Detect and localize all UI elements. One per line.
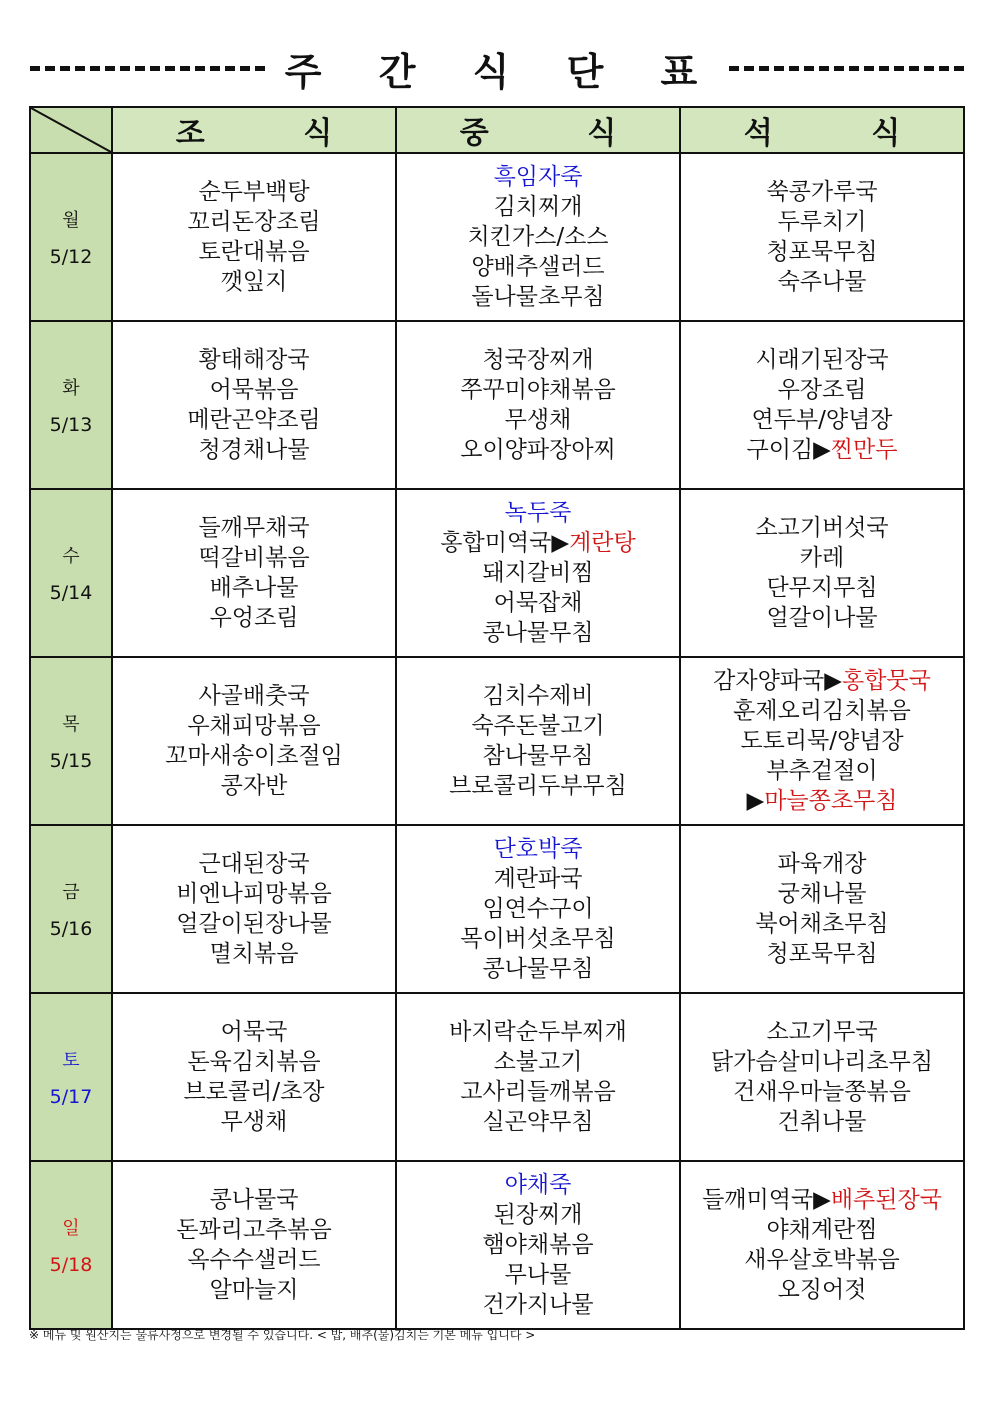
menu-item-text: 알마늘지	[209, 1277, 299, 1303]
menu-item-text: 새우살호박볶음	[744, 1247, 900, 1273]
menu-item-text: 소불고기	[493, 1049, 583, 1075]
day-row	[30, 825, 964, 993]
menu-item-text: 무생채	[504, 407, 572, 433]
menu-item-text: 단호박죽	[493, 836, 583, 862]
menu-item	[397, 954, 679, 984]
menu-item	[681, 666, 963, 696]
breakfast-cell	[112, 153, 396, 321]
day-row	[30, 993, 964, 1161]
menu-item	[397, 1017, 679, 1047]
menu-item-text: 들깨무채국	[198, 515, 310, 541]
menu-item	[113, 177, 395, 207]
menu-item	[113, 435, 395, 465]
breakfast-cell	[112, 993, 396, 1161]
menu-item	[113, 1107, 395, 1137]
menu-item-text: 비엔나피망볶음	[176, 881, 332, 907]
title-dash-right	[729, 66, 964, 71]
menu-item-text: 콩자반	[220, 773, 288, 799]
menu-item-text: 녹두죽	[504, 500, 572, 526]
menu-item	[397, 252, 679, 282]
menu-item	[397, 894, 679, 924]
day-cell	[30, 1161, 112, 1329]
day-row	[30, 657, 964, 825]
menu-item	[681, 1275, 963, 1305]
menu-item-text: 건취나물	[777, 1109, 867, 1135]
lunch-cell	[396, 153, 680, 321]
menu-item-text: 오징어젓	[777, 1277, 867, 1303]
menu-item-text: 꼬마새송이초절임	[165, 743, 343, 769]
menu-item	[397, 405, 679, 435]
menu-item-text: 어묵볶음	[209, 377, 299, 403]
menu-item-text: 김치수제비	[482, 683, 594, 709]
menu-item-text: 멸치볶음	[209, 941, 299, 967]
menu-item-text: 도토리묵/양념장	[740, 728, 904, 754]
menu-item	[397, 588, 679, 618]
title-dash-left	[30, 66, 265, 71]
menu-item-text: 김치찌개	[493, 194, 583, 220]
menu-item-text: 홍합미역국▶	[440, 530, 570, 556]
menu-item	[397, 1170, 679, 1200]
menu-item-text: 건가지나물	[482, 1292, 594, 1318]
menu-item-text: 사골배춧국	[198, 683, 310, 709]
menu-item	[113, 1047, 395, 1077]
lunch-cell	[396, 489, 680, 657]
day-name: 금	[62, 882, 80, 903]
breakfast-cell	[112, 321, 396, 489]
dinner-cell	[680, 993, 964, 1161]
menu-item-text: 계란탕	[569, 530, 636, 556]
menu-item	[113, 603, 395, 633]
menu-item	[113, 1185, 395, 1215]
menu-item-text: 청포묵무침	[766, 239, 878, 265]
menu-item-text: 어묵국	[220, 1019, 288, 1045]
menu-item-text: 부추겉절이	[766, 758, 878, 784]
menu-item-text: 순두부백탕	[198, 179, 310, 205]
day-date: 5/12	[49, 246, 93, 268]
menu-item	[113, 237, 395, 267]
menu-item-text: 콩나물국	[209, 1187, 299, 1213]
menu-item-text: 야채죽	[504, 1172, 572, 1198]
header-breakfast: 조 식	[112, 107, 396, 153]
breakfast-cell	[112, 825, 396, 993]
menu-item	[681, 1215, 963, 1245]
day-cell	[30, 321, 112, 489]
menu-item-text: 목이버섯초무침	[460, 926, 616, 952]
menu-item	[397, 771, 679, 801]
menu-body	[30, 153, 964, 1329]
menu-item	[397, 681, 679, 711]
menu-item	[113, 405, 395, 435]
menu-item	[397, 1200, 679, 1230]
menu-item-text: 황태해장국	[198, 347, 310, 373]
menu-item-text: 훈제오리김치볶음	[733, 698, 911, 724]
menu-item	[113, 879, 395, 909]
menu-item	[397, 741, 679, 771]
menu-item-text: 근대된장국	[198, 851, 310, 877]
menu-item-text: 찐만두	[830, 437, 898, 463]
menu-item-text: 옥수수샐러드	[187, 1247, 321, 1273]
menu-item	[681, 879, 963, 909]
day-name: 화	[62, 378, 80, 399]
day-cell	[30, 657, 112, 825]
menu-item	[113, 1077, 395, 1107]
menu-item	[681, 573, 963, 603]
breakfast-cell	[112, 657, 396, 825]
day-cell	[30, 489, 112, 657]
menu-item	[397, 498, 679, 528]
menu-item	[681, 237, 963, 267]
menu-item-text: 쑥콩가루국	[766, 179, 878, 205]
dinner-cell	[680, 657, 964, 825]
menu-item	[681, 435, 963, 465]
menu-item-text: 청경채나물	[198, 437, 310, 463]
menu-item	[681, 603, 963, 633]
menu-item-text: 야채계란찜	[766, 1217, 878, 1243]
menu-item-text: 치킨가스/소스	[467, 224, 609, 250]
lunch-cell	[396, 993, 680, 1161]
day-name: 목	[62, 714, 80, 735]
menu-item-text: 돈꽈리고추볶음	[176, 1217, 332, 1243]
menu-item	[113, 543, 395, 573]
menu-item-text: 두루치기	[777, 209, 867, 235]
menu-item-text: 브로콜리두부무침	[449, 773, 627, 799]
menu-item-text: 오이양파장아찌	[460, 437, 616, 463]
menu-item	[681, 756, 963, 786]
dinner-cell	[680, 153, 964, 321]
menu-item	[681, 1077, 963, 1107]
menu-item-text: 북어채초무침	[755, 911, 889, 937]
menu-item	[397, 192, 679, 222]
menu-item-text: 들깨미역국▶	[702, 1187, 831, 1213]
menu-item-text: 메란곤약조림	[187, 407, 321, 433]
day-date: 5/13	[49, 414, 93, 436]
menu-item-text: 돈육김치볶음	[187, 1049, 321, 1075]
menu-item-text: 홍합뭇국	[841, 668, 931, 694]
menu-item	[681, 726, 963, 756]
menu-item	[397, 345, 679, 375]
weekly-menu-table	[29, 106, 965, 1330]
day-date: 5/18	[49, 1254, 93, 1276]
menu-item	[397, 834, 679, 864]
menu-item-text: 쭈꾸미야채볶음	[460, 377, 616, 403]
menu-item-text: 고사리들깨볶음	[460, 1079, 616, 1105]
day-cell	[30, 993, 112, 1161]
menu-item-text: 콩나물무침	[482, 620, 594, 646]
menu-item	[397, 222, 679, 252]
menu-item-text: 배추된장국	[830, 1187, 942, 1213]
menu-item	[681, 909, 963, 939]
menu-item-text: 파육개장	[777, 851, 867, 877]
menu-item-text: 얼갈이나물	[766, 605, 878, 631]
menu-item-text: 우장조림	[777, 377, 867, 403]
menu-item	[113, 375, 395, 405]
menu-item-text: 꼬리돈장조림	[187, 209, 321, 235]
menu-item-text: 궁채나물	[777, 881, 867, 907]
menu-item-text: 건새우마늘쫑볶음	[733, 1079, 911, 1105]
menu-item-text: 청국장찌개	[482, 347, 594, 373]
menu-item-text: 깻잎지	[220, 269, 288, 295]
day-name: 일	[62, 1218, 80, 1239]
day-row	[30, 1161, 964, 1329]
day-date: 5/15	[49, 750, 93, 772]
menu-item	[681, 345, 963, 375]
diagonal-divider	[31, 108, 111, 152]
dinner-cell	[680, 825, 964, 993]
menu-item-text: 돼지갈비찜	[482, 560, 594, 586]
day-name: 수	[62, 546, 80, 567]
header-row	[30, 107, 964, 153]
header-dinner: 석 식	[680, 107, 964, 153]
day-name: 토	[62, 1050, 80, 1071]
menu-item	[681, 849, 963, 879]
dinner-cell	[680, 1161, 964, 1329]
header-lunch: 중 식	[396, 107, 680, 153]
menu-item	[681, 1185, 963, 1215]
menu-item-text: 카레	[799, 545, 845, 571]
menu-item	[397, 435, 679, 465]
menu-item	[113, 939, 395, 969]
menu-item-text: 돌나물초무침	[471, 284, 605, 310]
menu-item	[681, 375, 963, 405]
menu-item	[681, 786, 963, 816]
dinner-cell	[680, 489, 964, 657]
menu-item	[113, 681, 395, 711]
menu-item	[397, 1107, 679, 1137]
menu-item	[681, 405, 963, 435]
menu-item-text: 양배추샐러드	[471, 254, 605, 280]
lunch-cell	[396, 321, 680, 489]
menu-item-text: 브로콜리/초장	[183, 1079, 325, 1105]
menu-item-text: 무생채	[220, 1109, 288, 1135]
menu-item	[397, 375, 679, 405]
menu-item	[397, 924, 679, 954]
day-date: 5/14	[49, 582, 93, 604]
day-row	[30, 153, 964, 321]
menu-item-text: 마늘쫑초무침	[764, 788, 898, 814]
menu-item-text: 무나물	[504, 1262, 572, 1288]
menu-item	[113, 741, 395, 771]
menu-item-text: 우엉조림	[209, 605, 299, 631]
menu-item	[113, 849, 395, 879]
menu-item	[397, 1047, 679, 1077]
menu-item-text: 실곤약무침	[482, 1109, 594, 1135]
menu-item	[681, 1107, 963, 1137]
menu-item	[397, 558, 679, 588]
day-date: 5/17	[49, 1086, 93, 1108]
menu-item-text: 소고기무국	[766, 1019, 878, 1045]
menu-item-text: 임연수구이	[482, 896, 594, 922]
day-cell	[30, 825, 112, 993]
menu-item	[681, 1017, 963, 1047]
menu-item-text: 흑임자죽	[493, 164, 583, 190]
menu-item-text: 얼갈이된장나물	[176, 911, 332, 937]
menu-item-text: 떡갈비볶음	[198, 545, 310, 571]
menu-item	[397, 162, 679, 192]
menu-item-text: 계란파국	[493, 866, 583, 892]
menu-item	[113, 1275, 395, 1305]
title-row	[30, 40, 964, 96]
menu-item	[681, 1047, 963, 1077]
menu-item	[397, 1077, 679, 1107]
breakfast-cell	[112, 1161, 396, 1329]
lunch-cell	[396, 657, 680, 825]
menu-item-text: 우채피망볶음	[187, 713, 321, 739]
menu-item-text: 단무지무침	[766, 575, 878, 601]
menu-item-text: 숙주돈불고기	[471, 713, 605, 739]
menu-item-text: 구이김▶	[746, 437, 831, 463]
menu-item-text: 된장찌개	[493, 1202, 583, 1228]
menu-item	[113, 1215, 395, 1245]
menu-item	[113, 909, 395, 939]
menu-item	[113, 1017, 395, 1047]
menu-item-text: 햄야채볶음	[482, 1232, 594, 1258]
menu-item	[113, 267, 395, 297]
menu-item	[113, 711, 395, 741]
menu-item-text: ▶	[746, 788, 765, 814]
menu-item	[113, 1245, 395, 1275]
day-row	[30, 321, 964, 489]
menu-item	[397, 864, 679, 894]
menu-item	[397, 1290, 679, 1320]
day-row	[30, 489, 964, 657]
breakfast-cell	[112, 489, 396, 657]
menu-item-text: 청포묵무침	[766, 941, 878, 967]
menu-item-text: 숙주나물	[777, 269, 867, 295]
menu-item	[397, 711, 679, 741]
menu-item	[397, 282, 679, 312]
menu-item	[681, 696, 963, 726]
menu-item-text: 토란대볶음	[198, 239, 310, 265]
footnote: ※ 메뉴 및 원산지는 물류사정으로 변경될 수 있습니다. < 밥, 배추(물)김치는 기본 메뉴 입니다 >	[29, 1328, 536, 1342]
day-cell	[30, 153, 112, 321]
corner-cell	[30, 107, 112, 153]
menu-item	[397, 1230, 679, 1260]
menu-item	[397, 1260, 679, 1290]
menu-item-text: 소고기버섯국	[755, 515, 889, 541]
menu-item	[113, 207, 395, 237]
menu-item	[113, 573, 395, 603]
lunch-cell	[396, 1161, 680, 1329]
menu-item	[113, 513, 395, 543]
day-date: 5/16	[49, 918, 93, 940]
menu-item	[681, 1245, 963, 1275]
dinner-cell	[680, 321, 964, 489]
menu-item-text: 연두부/양념장	[751, 407, 893, 433]
menu-item	[681, 543, 963, 573]
menu-item-text: 닭가슴살미나리초무침	[710, 1049, 934, 1075]
menu-item-text: 어묵잡채	[493, 590, 583, 616]
menu-item-text: 콩나물무침	[482, 956, 594, 982]
menu-item-text: 배추나물	[209, 575, 299, 601]
menu-item	[681, 177, 963, 207]
menu-item-text: 감자양파국▶	[713, 668, 842, 694]
menu-item	[113, 771, 395, 801]
page-title: 주 간 식 단 표	[284, 49, 720, 94]
menu-item	[397, 618, 679, 648]
menu-item-text: 시래기된장국	[755, 347, 889, 373]
menu-item	[397, 528, 679, 558]
menu-item	[681, 267, 963, 297]
lunch-cell	[396, 825, 680, 993]
menu-item	[681, 939, 963, 969]
menu-item	[681, 207, 963, 237]
menu-item-text: 참나물무침	[482, 743, 594, 769]
day-name: 월	[62, 210, 80, 231]
menu-item-text: 바지락순두부찌개	[449, 1019, 627, 1045]
menu-item	[113, 345, 395, 375]
menu-item	[681, 513, 963, 543]
